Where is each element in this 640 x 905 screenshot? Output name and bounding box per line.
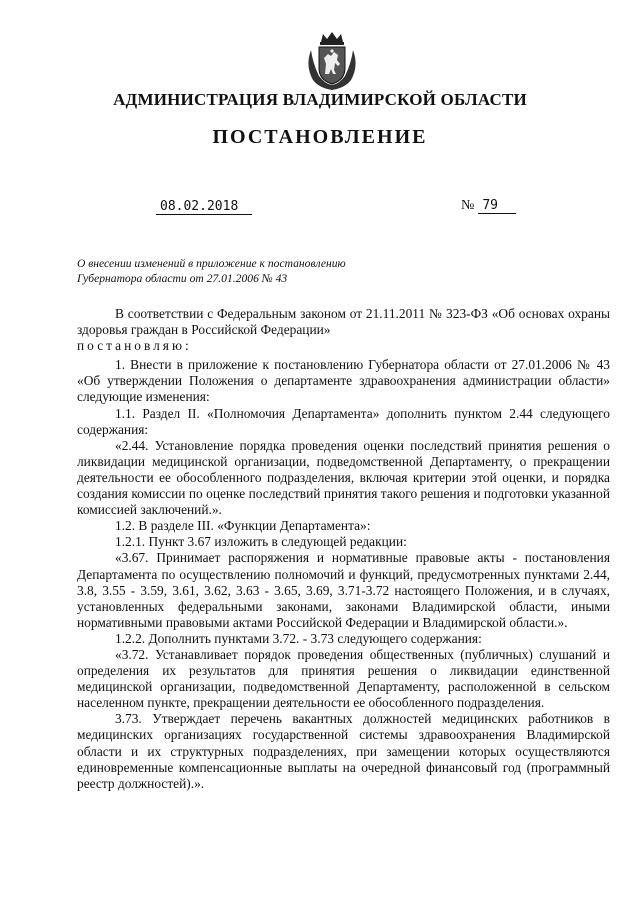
document-body xyxy=(77,306,610,792)
document-number xyxy=(461,198,516,214)
body-paragraph: 3.73. Утверждает перечень вакантных должностей медицинских работников в медицинских организациях государственной системы здравоохранения Владимирской области и их структурных подразделениях, при замещении которых осуществляются единовременные компенсационные выплаты на очередной финансовый год (программный реестр должностей).». xyxy=(77,711,610,791)
preamble: В соответствии с Федеральным законом от 21.11.2011 № 323-ФЗ «Об основах охраны здоровья граждан в Российской Федерации» xyxy=(77,306,610,338)
organization-name: АДМИНИСТРАЦИЯ ВЛАДИМИРСКОЙ ОБЛАСТИ xyxy=(113,90,527,109)
body-paragraph: 1.2. В разделе III. «Функции Департамента»: xyxy=(115,518,371,534)
subject-line: Губернатора области от 27.01.2006 № 43 xyxy=(77,272,288,285)
body-paragraph: «2.44. Установление порядка проведения оценки последствий принятия решения о ликвидации медицинской организации, подведомственной Департаменту, о прекращении деятельности ее обособленного подразделения, включая критерии этой оценки, и порядка создания комиссии по оценке последствий принятия такого решения и подготовки указанной комиссией заключений.». xyxy=(77,437,610,518)
coat-of-arms-icon xyxy=(301,30,363,94)
body-paragraph: 1. Внести в приложение к постановлению Губернатора области от 27.01.2006 № 43 «Об утверждении Положения о департаменте здравоохранения администрации области» следующие изменения: xyxy=(77,357,610,405)
body-paragraph: «3.67. Принимает распоряжения и нормативные правовые акты - постановления Департамента по осуществлению полномочий и функций, предусмотренных пунктами 2.44, 3.8, 3.55 - 3.59, 3.61, 3.62, 3.63 - 3.65, 3.69, 3.71-3.72 настоящего Положения, и в случаях, установленных федеральными законами, законами Владимирской области, иными нормативными правовыми актами Российской Федерации и Владимирской области.». xyxy=(77,550,610,630)
document-type-title: ПОСТАНОВЛЕНИЕ xyxy=(212,126,428,148)
document-subject xyxy=(77,256,397,286)
decree-word: постановляю: xyxy=(77,338,192,354)
body-paragraph: 1.2.2. Дополнить пунктами 3.72. - 3.73 следующего содержания: xyxy=(115,630,482,646)
subject-line: О внесении изменений в приложение к постановлению xyxy=(77,257,346,270)
body-paragraph: 1.1. Раздел II. «Полномочия Департамента» дополнить пунктом 2.44 следующего содержания: xyxy=(77,405,610,437)
document-date: 08.02.2018 xyxy=(156,199,252,215)
number-label: № xyxy=(461,198,475,213)
body-paragraph: «3.72. Устанавливает порядок проведения общественных (публичных) слушаний и определения их результатов для принятия решения о ликвидации единственной медицинской организации, подведомственной Департаменту, расположенной в сельском населенном пункте, прекращении деятельности ее обособленного подразделения. xyxy=(77,646,610,711)
number-value: 79 xyxy=(478,198,516,214)
body-paragraph: 1.2.1. Пункт 3.67 изложить в следующей редакции: xyxy=(115,534,407,550)
